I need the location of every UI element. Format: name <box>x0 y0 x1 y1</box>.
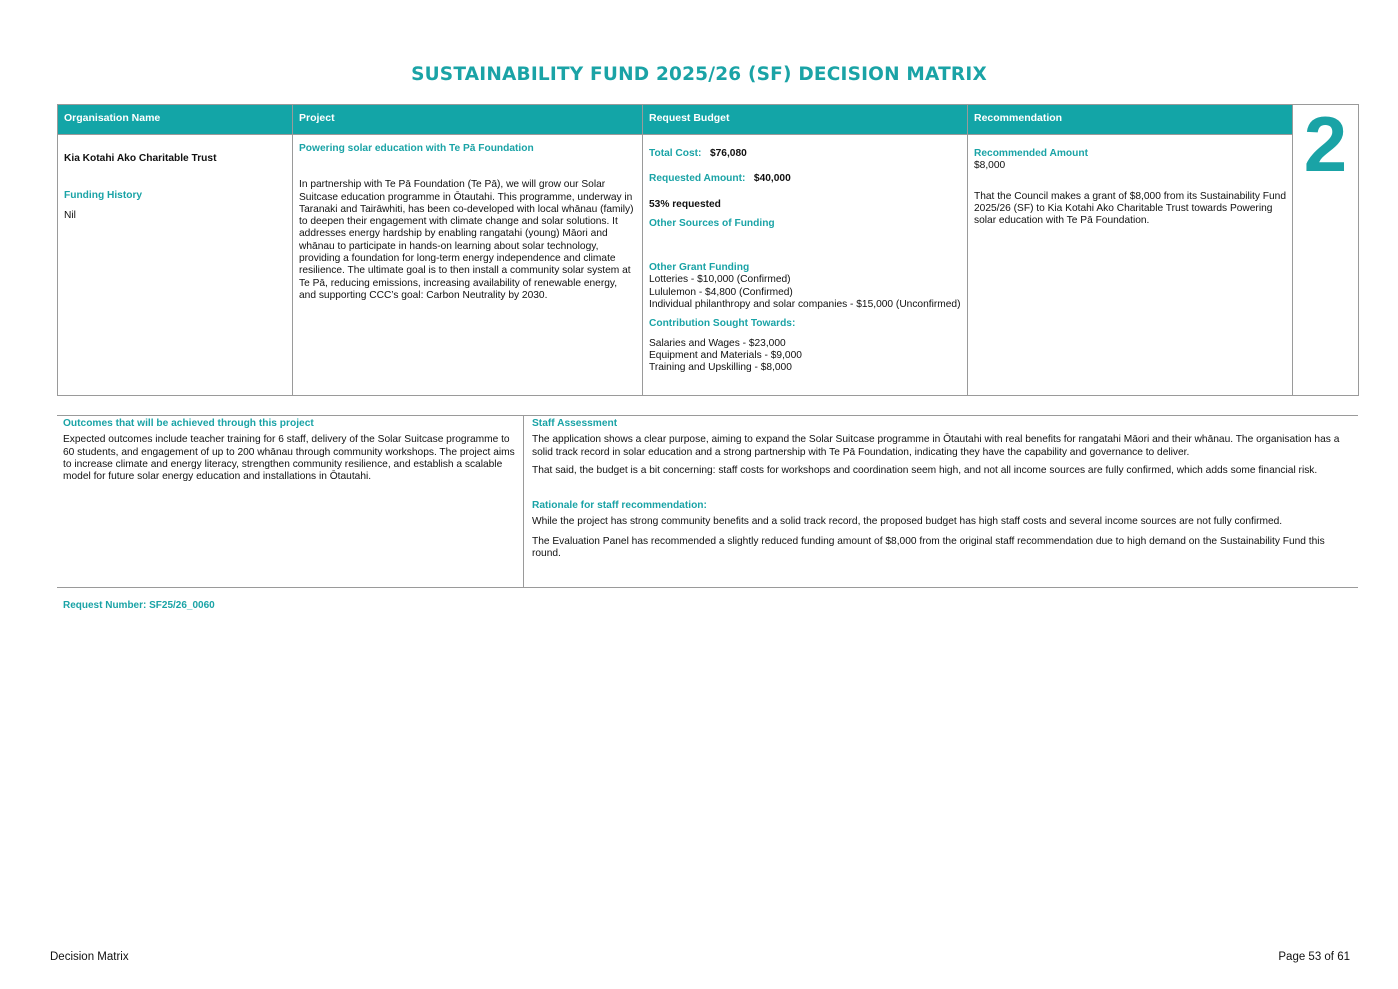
other-grant-label: Other Grant Funding <box>649 262 750 274</box>
project-cell <box>293 135 643 396</box>
priority-number: 2 <box>1303 99 1348 188</box>
project-description: In partnership with Te Pā Foundation (Te Pā), we will grow our Solar Suitcase education programme in Ōtautahi. This programme, underway in Taranaki and Tairāwhiti, has been co-developed with local whānau (family) to deepen their engagement with climate change and solar solutions. It addresses energy hardship by enabling rangatahi (young) Māori and whānau to participate in hands-on learning about solar technology, providing a foundation for long-term energy independence and climate resilience. The ultimate goal is to then install a community solar system at Te Pā, reducing emissions, increasing availability of renewable energy, and supporting CCC’s goal: Carbon Neutrality by 2030. <box>299 179 634 301</box>
staff-assessment-panel <box>524 416 1358 587</box>
other-grant-item: Lululemon - $4,800 (Confirmed) <box>649 286 793 298</box>
staff-assessment-label: Staff Assessment <box>532 418 618 429</box>
requested-amount-label: Requested Amount: <box>649 173 746 185</box>
organisation-cell <box>58 135 293 396</box>
funding-history-value: Nil <box>64 209 76 221</box>
total-cost-value: $76,080 <box>709 148 747 159</box>
page-title: SUSTAINABILITY FUND 2025/26 (SF) DECISION MATRIX <box>411 64 987 85</box>
staff-assessment-para: The application shows a clear purpose, aiming to expand the Solar Suitcase programme in Ōtautahi with real benefits for rangatahi Māori and their whānau. The organisation has a solid track record in solar education and a strong partnership with Te Pā Foundation, indicating they have the capability and governance to deliver. <box>532 434 1340 458</box>
total-cost-label: Total Cost: <box>649 148 702 159</box>
header-organisation: Organisation Name <box>58 105 293 135</box>
other-sources-label: Other Sources of Funding <box>649 217 775 229</box>
request-number: Request Number: SF25/26_0060 <box>63 600 215 611</box>
staff-assessment-para: That said, the budget is a bit concerning: staff costs for workshops and coordination seem high, and not all income sources are fully confirmed, which adds some financial risk. <box>532 464 1318 476</box>
content-row <box>58 135 1359 396</box>
contribution-item: Salaries and Wages - $23,000 <box>649 337 786 349</box>
recommendation-cell <box>968 135 1293 396</box>
outcomes-panel <box>57 416 524 587</box>
outcomes-text: Expected outcomes include teacher training for 6 staff, delivery of the Solar Suitcase programme to 60 students, and engagement of up to 200 whānau through community workshops. The project aims to increase climate and energy literacy, strengthen community resilience, and establish a scalable model for future solar energy education and installations in Ōtautahi. <box>63 434 515 483</box>
recommended-amount-value: $8,000 <box>974 160 1006 172</box>
contribution-item: Training and Upskilling - $8,000 <box>649 362 792 374</box>
priority-cell <box>1293 99 1359 396</box>
recommendation-text: That the Council makes a grant of $8,000 from its Sustainability Fund 2025/26 (SF) to Kia Kotahi Ako Charitable Trust towards Powering solar education with Te Pā Foundation. <box>974 190 1287 227</box>
footer-document-name: Decision Matrix <box>50 951 129 963</box>
other-grant-item: Lotteries - $10,000 (Confirmed) <box>649 274 791 286</box>
funding-history-label: Funding History <box>64 190 143 202</box>
outcomes-label: Outcomes that will be achieved through this project <box>63 418 314 429</box>
recommended-amount-label: Recommended Amount <box>974 148 1088 159</box>
rationale-label: Rationale for staff recommendation: <box>532 500 707 512</box>
header-row <box>58 105 1359 135</box>
request-budget-cell <box>643 135 968 396</box>
assessment-section <box>57 415 1358 588</box>
contribution-item: Equipment and Materials - $9,000 <box>649 349 802 361</box>
requested-amount-value: $40,000 <box>753 173 791 185</box>
other-grant-item: Individual philanthropy and solar companies - $15,000 (Unconfirmed) <box>649 299 961 311</box>
decision-matrix-table <box>57 99 1359 396</box>
percent-requested: 53% requested <box>649 198 721 210</box>
header-project: Project <box>293 105 643 135</box>
footer-page-number: Page 53 of 61 <box>1278 951 1350 963</box>
header-request-budget: Request Budget <box>643 105 968 135</box>
project-title: Powering solar education with Te Pā Foundation <box>299 143 534 154</box>
header-recommendation: Recommendation <box>968 105 1293 135</box>
contribution-label: Contribution Sought Towards: <box>649 318 796 330</box>
rationale-para: The Evaluation Panel has recommended a slightly reduced funding amount of $8,000 from the original staff recommendation due to high demand on the Sustainability Fund this round. <box>532 535 1325 560</box>
rationale-para: While the project has strong community benefits and a solid track record, the proposed budget has high staff costs and several income sources are not fully confirmed. <box>532 516 1283 528</box>
organisation-name: Kia Kotahi Ako Charitable Trust <box>64 153 217 164</box>
